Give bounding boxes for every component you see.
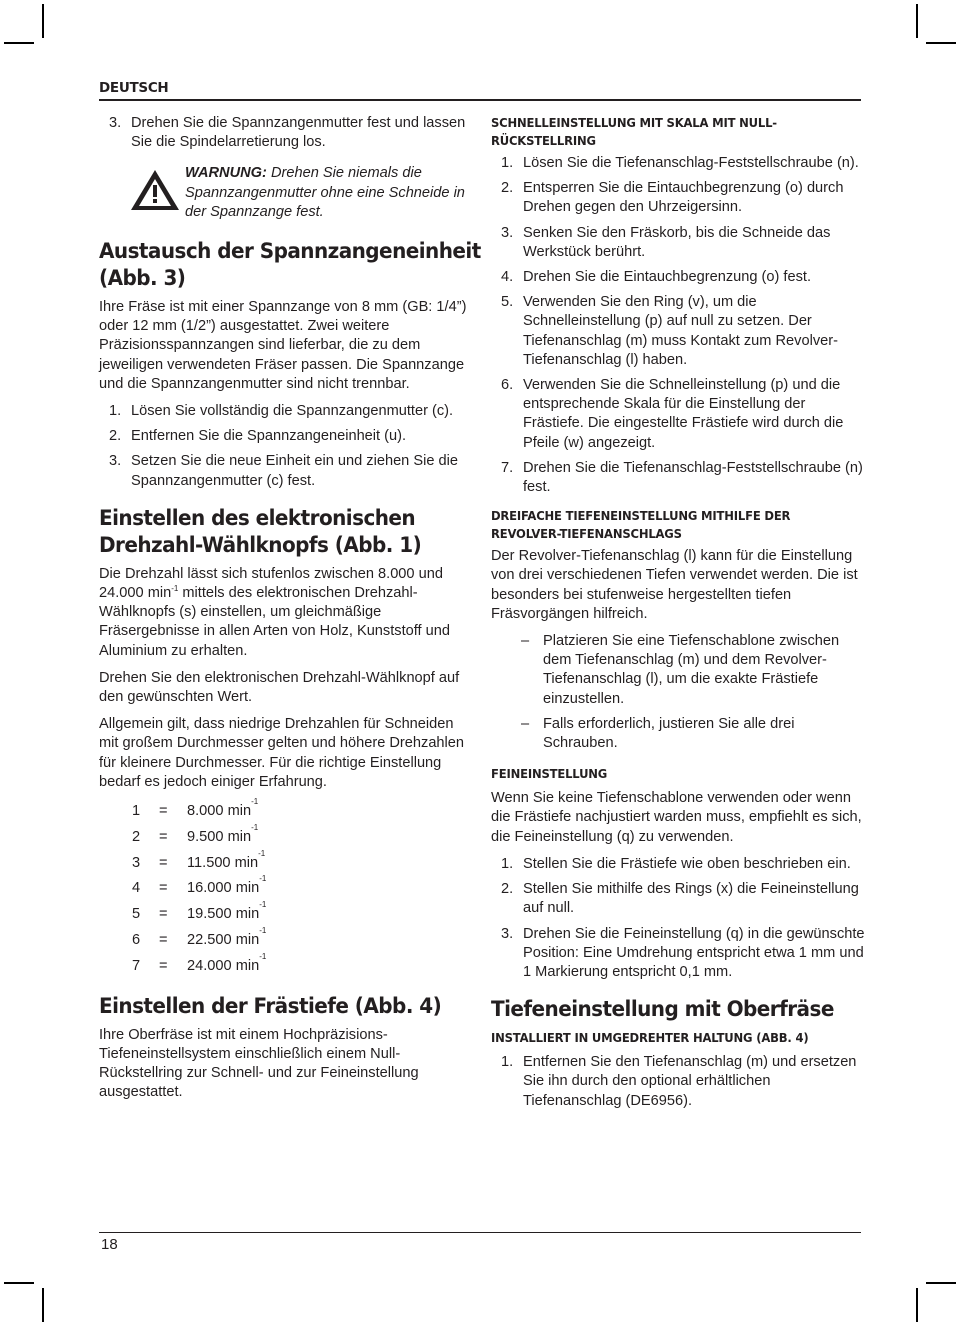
item-text: Lösen Sie vollständig die Spannzangenmutter (c). (131, 403, 454, 420)
list-item (501, 154, 866, 173)
item-number: 2. (501, 881, 514, 898)
list-item (501, 224, 866, 262)
equals-sign: = (159, 880, 168, 897)
text-run: Die Drehzahl lässt sich stufenlos zwischen 8.000 und 24.000 min (99, 565, 443, 602)
warning-body: Drehen Sie niemals die Spannzangenmutter ohne eine Schneide in der Spannzange fest. (185, 165, 465, 220)
crop-mark (4, 42, 34, 44)
paragraph: Ihre Oberfräse ist mit einem Hochpräzisions-Tiefeneinstellsystem einschließlich einem Null-Rückstellring zur Schnell- und zur Feineinstellung ausgestattet. (99, 1026, 419, 1101)
right-column (491, 114, 866, 1117)
section-heading: Tiefeneinstellung mit Oberfräse (491, 997, 834, 1023)
numbered-list (491, 1053, 866, 1111)
section-heading (99, 505, 445, 559)
speed-setting: 3 (132, 854, 141, 871)
list-item (501, 855, 866, 874)
section-heading: Einstellen der Frästiefe (Abb. 4) (99, 993, 442, 1019)
speed-value: 24.000 min (187, 957, 260, 974)
bullet-dash: – (521, 715, 530, 732)
item-text: Drehen Sie die Feineinstellung (q) in die gewünschte Position: Eine Umdrehung entspricht etwa 1 mm und 1 Markierung entspricht 0,1 mm. (523, 925, 865, 980)
item-number: 3. (109, 115, 122, 131)
list-item (109, 427, 471, 446)
speed-row: 6 = 22.500 min -1 (132, 931, 471, 957)
list-item (501, 880, 866, 918)
item-text: Setzen Sie die neue Einheit ein und ziehen Sie die Spannzangenmutter (c) fest. (131, 453, 458, 489)
list-item (109, 402, 471, 421)
equals-sign: = (159, 932, 168, 949)
item-number: 1. (501, 155, 514, 171)
speed-row: 2 = 9.500 min -1 (132, 828, 471, 854)
heading-line: (Abb. 3) (99, 266, 186, 292)
item-text: Stellen Sie mithilfe des Rings (x) die Feineinstellung auf null. (523, 881, 859, 917)
list-item (501, 459, 866, 497)
crop-mark (926, 42, 956, 44)
speed-value: 8.000 min (187, 803, 252, 820)
equals-sign: = (159, 957, 168, 974)
crop-mark (926, 1282, 956, 1284)
paragraph: Der Revolver-Tiefenanschlag (l) kann für die Einstellung von drei verschiedenen Tiefen verwendet werden. Die ist besonders bei stufenweise hergestellten tiefen Fräsvorgängen hilfreich. (491, 548, 858, 622)
language-header: DEUTSCH (99, 80, 169, 96)
heading-line: Einstellen des elektronischen (99, 505, 416, 531)
warning-label: WARNUNG: (185, 165, 267, 182)
left-column (99, 114, 481, 1110)
heading-line: DREIFACHE TIEFENEINSTELLUNG MITHILFE DER (491, 508, 791, 524)
item-text: Senken Sie den Fräskorb, bis die Schneide das Werkstück berührt. (523, 224, 831, 260)
bullet-item (521, 632, 866, 709)
speed-setting: 2 (132, 828, 141, 845)
footer-rule (99, 1232, 861, 1233)
item-text: Lösen Sie die Tiefenanschlag-Feststellschraube (n). (523, 155, 859, 171)
bullet-item (521, 715, 866, 753)
crop-mark (42, 1288, 44, 1322)
item-number: 2. (109, 428, 122, 445)
speed-setting: 7 (132, 957, 141, 974)
item-text: Drehen Sie die Spannzangenmutter fest und lassen Sie die Spindelarretierung los. (131, 115, 466, 151)
heading-line: REVOLVER-TIEFENANSCHLAGS (491, 526, 682, 542)
speed-row: 5 = 19.500 min -1 (132, 905, 471, 931)
item-text: Drehen Sie die Tiefenanschlag-Feststellschraube (n) fest. (523, 459, 863, 496)
speed-value: 9.500 min (187, 828, 252, 845)
item-text: Entfernen Sie die Spannzangeneinheit (u). (131, 428, 407, 445)
list-item (501, 268, 866, 287)
crop-mark (4, 1282, 34, 1284)
heading-line: RÜCKSTELLRING (491, 133, 596, 148)
list-item (109, 114, 471, 152)
list-item (109, 452, 471, 490)
item-number: 6. (501, 377, 514, 394)
item-number: 5. (501, 294, 514, 311)
paragraph: Ihre Fräse ist mit einer Spannzange von 8 mm (GB: 1/4”) oder 12 mm (1/2”) ausgestattet. Zwei weitere Präzisionsspannzangen sind lieferbar, die zu dem jeweiligen verwendeten Fräser passen. Die Spannzange und die Spannzangenmutter sind nicht trennbar. (99, 299, 467, 392)
equals-sign: = (159, 828, 168, 845)
speed-value: 11.500 min (187, 854, 259, 871)
speed-setting: 6 (132, 932, 141, 949)
list-item (501, 376, 866, 453)
bullet-text: Platzieren Sie eine Tiefenschablone zwischen dem Tiefenanschlag (m) und dem Revolver-Tiefenanschlag (l), um die exakte Frästiefe einzustellen. (543, 633, 840, 707)
item-number: 3. (109, 453, 122, 470)
heading-line: SCHNELLEINSTELLUNG MIT SKALA MIT NULL- (491, 115, 777, 130)
bullet-text: Falls erforderlich, justieren Sie alle drei Schrauben. (543, 715, 795, 752)
speed-table (132, 797, 471, 983)
text-run: mittels des elektronischen Drehzahl-Wählknopfs (s) einstellen, um gleichmäßige Fräsergebnisse in allen Arten von Holz, Kunststoff und Aluminium zu erhalten. (99, 585, 450, 659)
heading-line: Drehzahl-Wählknopfs (Abb. 1) (99, 532, 422, 558)
paragraph (99, 565, 471, 661)
crop-mark (916, 1288, 918, 1322)
equals-sign: = (159, 803, 168, 820)
subsection-heading: FEINEINSTELLUNG (491, 766, 608, 782)
speed-row: 7 = 24.000 min -1 (132, 957, 471, 983)
warning-block (129, 164, 471, 222)
numbered-list (491, 855, 866, 982)
item-number: 7. (501, 459, 514, 476)
speed-setting: 5 (132, 906, 141, 923)
item-number: 1. (109, 403, 122, 420)
item-number: 2. (501, 180, 514, 197)
subsection-heading (491, 114, 836, 150)
item-number: 1. (501, 1054, 514, 1071)
crop-mark (916, 4, 918, 38)
equals-sign: = (159, 906, 168, 923)
subsection-heading: INSTALLIERT IN UMGEDREHTER HALTUNG (ABB. 4) (491, 1030, 809, 1046)
speed-value: 19.500 min (187, 906, 260, 923)
equals-sign: = (159, 854, 168, 871)
warning-text (185, 164, 471, 222)
paragraph: Wenn Sie keine Tiefenschablone verwenden oder wenn die Frästiefe nachjustiert warden muss, empfiehlt es sich, die Feineinstellung (q) zu verwenden. (491, 790, 862, 845)
item-number: 1. (501, 855, 514, 872)
section-heading (99, 238, 481, 292)
speed-setting: 4 (132, 880, 141, 897)
speed-setting: 1 (132, 803, 141, 820)
page-number: 18 (101, 1236, 118, 1253)
list-item (501, 925, 866, 983)
warning-icon (129, 168, 181, 212)
list-item (501, 1053, 866, 1111)
item-number: 3. (501, 925, 514, 942)
numbered-list (491, 154, 866, 497)
speed-row: 1 = 8.000 min -1 (132, 802, 471, 828)
list-item (501, 179, 866, 217)
paragraph: Drehen Sie den elektronischen Drehzahl-Wählknopf auf den gewünschten Wert. (99, 669, 460, 706)
crop-mark (42, 4, 44, 38)
item-text: Stellen Sie die Frästiefe wie oben beschrieben ein. (523, 855, 851, 872)
item-text: Verwenden Sie den Ring (v), um die Schnelleinstellung (p) auf null zu setzen. Der Tiefenanschlag (m) muss Kontakt zum Revolver-Tiefenanschlag (l) haben. (523, 294, 838, 368)
speed-value: 16.000 min (187, 880, 260, 897)
subsection-heading (491, 507, 836, 543)
item-text: Entfernen Sie den Tiefenanschlag (m) und ersetzen Sie ihn durch den optional erhältlichen Tiefenanschlag (DE6956). (523, 1054, 857, 1109)
speed-row: 4 = 16.000 min -1 (132, 879, 471, 905)
header-rule (99, 99, 861, 101)
item-number: 4. (501, 269, 514, 286)
heading-line: Austausch der Spannzangeneinheit (99, 239, 481, 265)
item-text: Verwenden Sie die Schnelleinstellung (p) und die entsprechende Skala für die Einstellung der Frästiefe. Die eingestellte Frästiefe wird durch die Pfeile (w) angezeigt. (523, 377, 844, 451)
numbered-list (99, 402, 471, 491)
item-text: Drehen Sie die Eintauchbegrenzung (o) fest. (523, 269, 811, 286)
list-item (501, 293, 866, 370)
superscript: -1 (171, 584, 179, 594)
item-text: Entsperren Sie die Eintauchbegrenzung (o) durch Drehen gegen den Uhrzeigersinn. (523, 180, 844, 216)
speed-value: 22.500 min (187, 932, 260, 949)
paragraph: Allgemein gilt, dass niedrige Drehzahlen für Schneiden mit großem Durchmesser gelten und höhere Drehzahlen für kleinere Durchmesser. Für die richtige Einstellung bedarf es jedoch einiger Erfahrung. (99, 716, 465, 790)
bullet-dash: – (521, 633, 530, 650)
speed-row: 3 = 11.500 min -1 (132, 854, 471, 880)
item-number: 3. (501, 224, 514, 241)
